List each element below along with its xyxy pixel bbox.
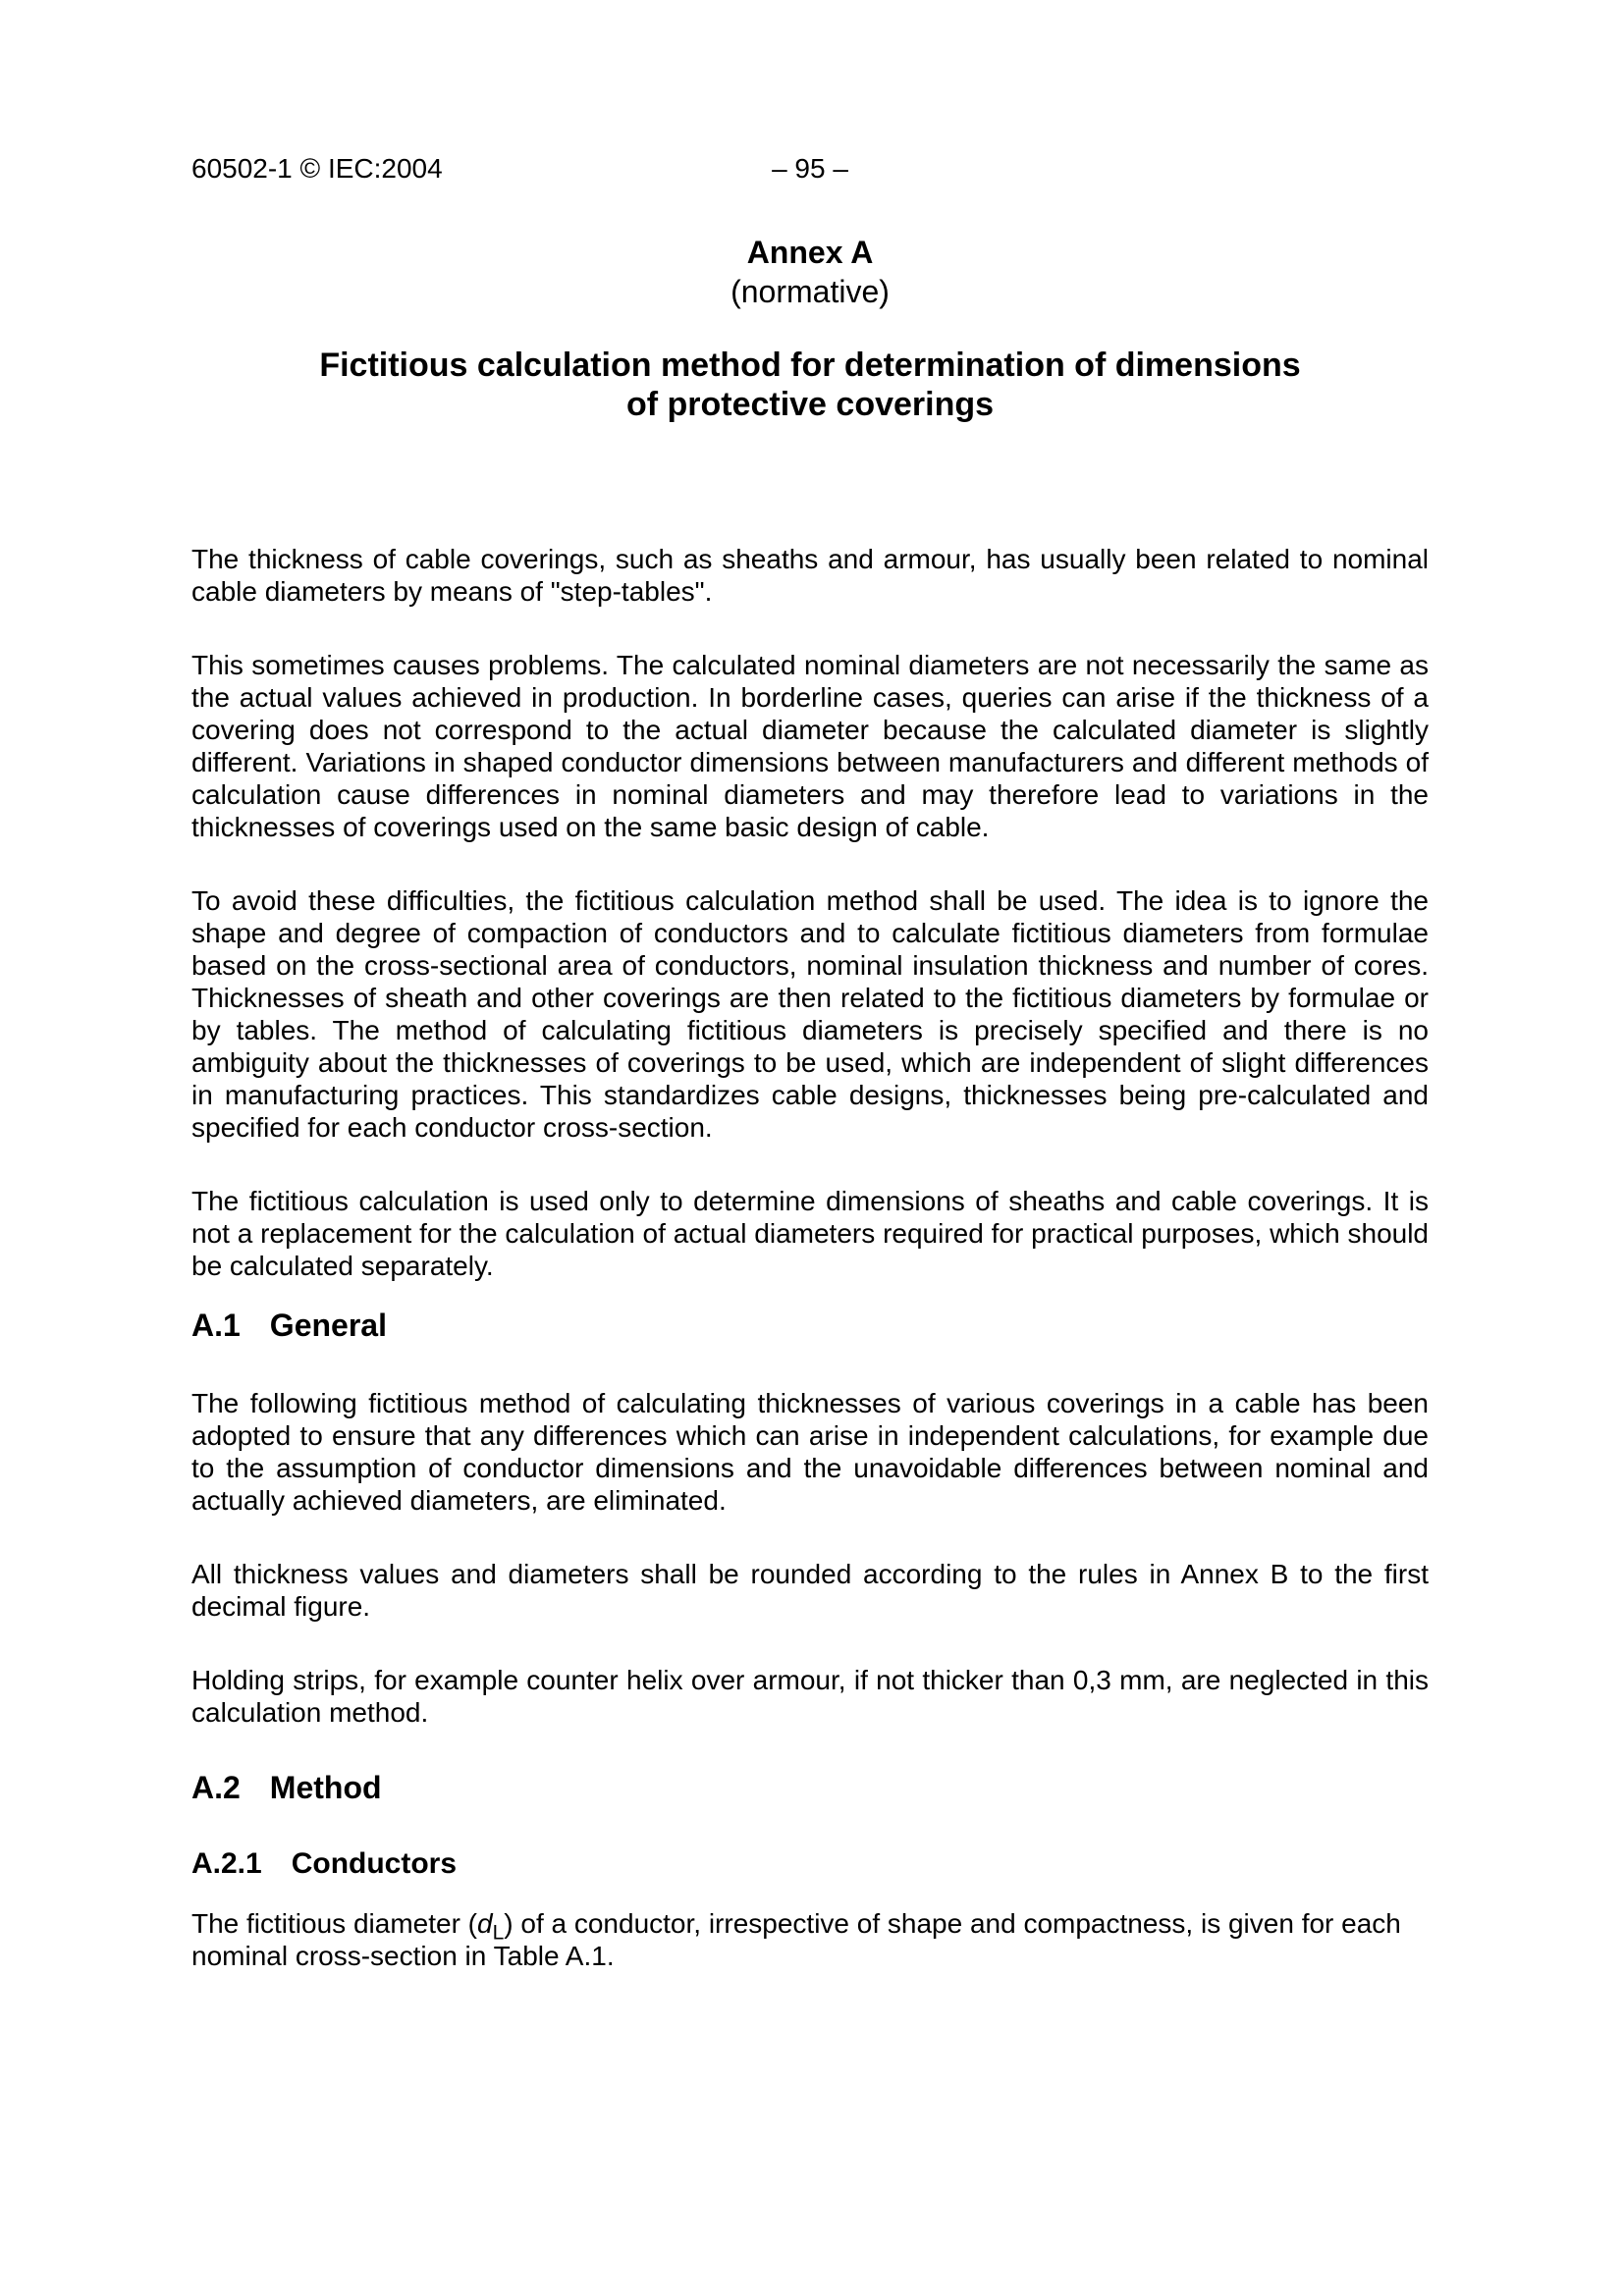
document-title-line1: Fictitious calculation method for determination of dimensions — [319, 347, 1301, 384]
section-heading-a21 — [191, 1846, 1429, 1882]
page-header — [191, 152, 1429, 185]
document-reference: 60502-1 © IEC:2004 — [191, 153, 443, 184]
a1-paragraph-3: Holding strips, for example counter helix over armour, if not thicker than 0,3 mm, are neglected in this calculation method. — [191, 1665, 1429, 1728]
conductor-diameter-symbol: d — [477, 1908, 493, 1939]
annex-heading: Annex A — [746, 235, 874, 270]
a21-paragraph-1-post: ) of a conductor, irrespective of shape and compactness, is given for each nominal cross-section in Table A.1. — [191, 1908, 1401, 1971]
intro-paragraph-3: To avoid these difficulties, the fictitious calculation method shall be used. The idea is to ignore the shape and degree of compaction of conductors and to calculate fictitious diameters from formulae based on the cross-sectional area of conductors, nominal insulation thickness and number of cores. Thicknesses of sheath and other coverings are then related to the fictitious diameters by formulae or by tables. The method of calculating fictitious diameters is precisely specified and there is no ambiguity about the thicknesses of coverings to be used, which are independent of slight differences in manufacturing practices. This standardizes cable designs, thicknesses being pre-calculated and specified for each conductor cross-section. — [191, 885, 1429, 1143]
section-heading-a1 — [191, 1307, 1429, 1344]
section-heading-a2 — [191, 1769, 1429, 1806]
section-title-a2: Method — [269, 1770, 382, 1805]
section-number-a21: A.2.1 — [191, 1847, 262, 1880]
section-number-a1: A.1 — [191, 1308, 241, 1343]
a1-paragraph-2: All thickness values and diameters shall be rounded according to the rules in Annex B to the first decimal figure. — [191, 1559, 1429, 1622]
intro-paragraph-4: The fictitious calculation is used only to determine dimensions of sheaths and cable coverings. It is not a replacement for the calculation of actual diameters required for practical purposes, which should be calculated separately. — [191, 1186, 1429, 1281]
document-title-line2: of protective coverings — [625, 386, 995, 423]
a21-paragraph-1-pre: The fictitious diameter ( — [191, 1908, 477, 1939]
section-number-a2: A.2 — [191, 1770, 241, 1805]
intro-paragraph-1: The thickness of cable coverings, such as sheaths and armour, has usually been related to nominal cable diameters by means of "step-tables". — [191, 544, 1429, 607]
intro-paragraph-2: This sometimes causes problems. The calculated nominal diameters are not necessarily the same as the actual values achieved in production. In borderline cases, queries can arise if the thickness of a covering does not correspond to the actual diameter because the calculated diameter is slightly different. Variations in shaped conductor dimensions between manufacturers and different methods of calculation cause differences in nominal diameters and may therefore lead to variations in the thicknesses of coverings used on the same basic design of cable. — [191, 650, 1429, 842]
a1-paragraph-1: The following fictitious method of calculating thicknesses of various coverings in a cable has been adopted to ensure that any differences which can arise in independent calculations, for example due to the assumption of conductor dimensions and the unavoidable differences between nominal and actually achieved diameters, are eliminated. — [191, 1388, 1429, 1516]
section-title-a21: Conductors — [291, 1847, 458, 1880]
section-title-a1: General — [269, 1308, 387, 1343]
annex-status: (normative) — [730, 274, 890, 309]
document-title — [191, 346, 1429, 424]
page-number: – 95 – — [772, 153, 848, 184]
conductor-diameter-subscript: L — [492, 1921, 505, 1945]
a21-paragraph-1 — [191, 1907, 1429, 1972]
